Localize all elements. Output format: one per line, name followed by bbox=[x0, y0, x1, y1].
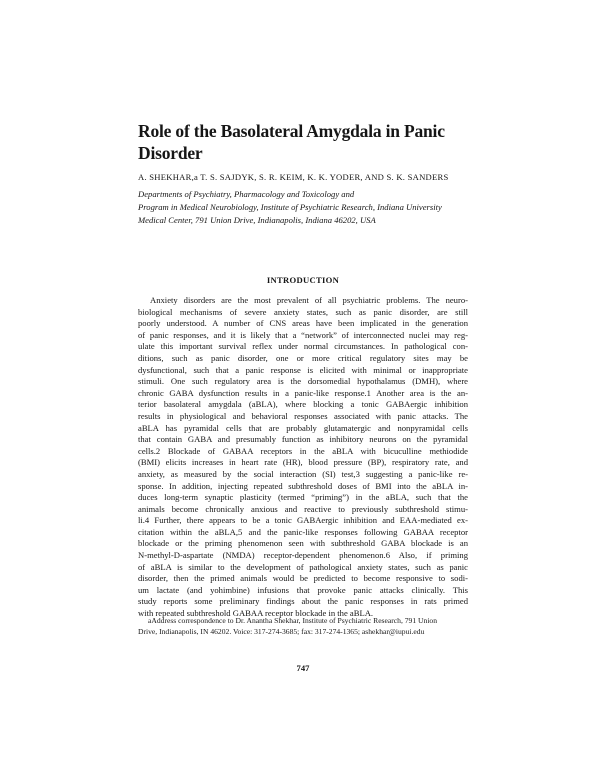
title-line: Disorder bbox=[138, 143, 203, 163]
body-line: cells.2 Blockade of GABAA receptors in the aBLA with bicuculline methiodide bbox=[138, 445, 468, 456]
body-line: terior basolateral amygdala (aBLA), where blocking a tonic GABAergic inhibition bbox=[138, 399, 468, 410]
body-line: um lactate (and yohimbine) infusions that provoke panic attacks clinically. This bbox=[138, 584, 468, 595]
body-line: results in physiological and behavioral responses associated with panic attacks. The bbox=[138, 410, 468, 421]
affiliation-line: Departments of Psychiatry, Pharmacology and Toxicology and bbox=[138, 189, 355, 199]
body-line: with repeated subthreshold GABAA receptor blockade in the aBLA. bbox=[138, 608, 374, 619]
body-line: biological mechanisms of severe anxiety states, such as panic disorder, are still bbox=[138, 306, 468, 317]
body-line: ulate this important survival reflex under normal circumstances. In pathological con- bbox=[138, 341, 468, 352]
body-line: blockade or the priming phenomenon seen with subthreshold GABA blockade is an bbox=[138, 538, 468, 549]
affiliation-line: Medical Center, 791 Union Drive, Indianapolis, Indiana 46202, USA bbox=[138, 215, 376, 225]
body-line: ditions, such as panic disorder, one or more critical regulatory sites may be bbox=[138, 352, 468, 363]
body-line: disorder, then the primed animals would be predicted to become responsive to sodi- bbox=[138, 573, 468, 584]
affiliation bbox=[138, 188, 468, 227]
body-line: dysfunctional, such that a panic response is elicited with minimal or inappropriate bbox=[138, 364, 468, 375]
body-line: sponse. In addition, injecting repeated subthreshold doses of BMI into the aBLA in- bbox=[138, 480, 468, 491]
body-line: of panic responses, and it is likely that a “network” of interconnected nuclei may reg- bbox=[138, 329, 468, 340]
body-line: duces long-term synaptic plasticity (termed “priming”) in the aBLA, such that the bbox=[138, 492, 468, 503]
body-line: Anxiety disorders are the most prevalent of all psychiatric problems. The neuro- bbox=[150, 295, 468, 305]
footnote-line: aAddress correspondence to Dr. Anantha Shekhar, Institute of Psychiatric Research, 791 Union bbox=[148, 616, 438, 625]
body-line: that contain GABA and presumably function as inhibitory neurons on the pyramidal bbox=[138, 434, 468, 445]
body-line: N-methyl-D-aspartate (NMDA) receptor-dependent phenomenon.6 Also, if priming bbox=[138, 550, 468, 561]
article-title bbox=[138, 120, 468, 164]
body-line: aBLA has pyramidal cells that are probably glutamatergic and nonpyramidal cells bbox=[138, 422, 468, 433]
body-line: of aBLA is similar to the development of pathological anxiety states, such as panic bbox=[138, 561, 468, 572]
section-heading: INTRODUCTION bbox=[266, 275, 340, 285]
title-line: Role of the Basolateral Amygdala in Panic bbox=[138, 121, 445, 141]
page-number: 747 bbox=[296, 663, 310, 673]
body-line: animals become chronically anxious and reactive to previously subthreshold stimu- bbox=[138, 503, 468, 514]
body-paragraph bbox=[138, 295, 468, 620]
body-line: (BMI) elicits increases in heart rate (HR), blood pressure (BP), respiratory rate, and bbox=[138, 457, 468, 468]
body-line: citation within the aBLA,5 and the panic-like responses following GABAA receptor bbox=[138, 526, 468, 537]
body-line: stimuli. One such regulatory area is the dorsomedial hypothalamus (DMH), where bbox=[138, 376, 468, 387]
footnote bbox=[138, 615, 468, 637]
affiliation-line: Program in Medical Neurobiology, Institute of Psychiatric Research, Indiana University bbox=[138, 202, 442, 212]
body-line: anxiety, as measured by the social interaction (SI) test,3 suggesting a panic-like re- bbox=[138, 468, 468, 479]
body-line: study reports some preliminary findings about the panic responses in rats primed bbox=[138, 596, 468, 607]
footnote-line: Drive, Indianapolis, IN 46202. Voice: 317-274-3685; fax: 317-274-1365; ashekhar@iupui.edu bbox=[138, 627, 425, 636]
author-list: A. SHEKHAR,a T. S. SAJDYK, S. R. KEIM, K. K. YODER, AND S. K. SANDERS bbox=[138, 172, 449, 182]
body-line: chronic GABA dysfunction results in a panic-like response.1 Another area is the an- bbox=[138, 387, 468, 398]
body-line: li.4 Further, there appears to be a tonic GABAergic inhibition and EAA-mediated ex- bbox=[138, 515, 468, 526]
body-line: poorly understood. A number of CNS areas have been implicated in the generation bbox=[138, 318, 468, 329]
